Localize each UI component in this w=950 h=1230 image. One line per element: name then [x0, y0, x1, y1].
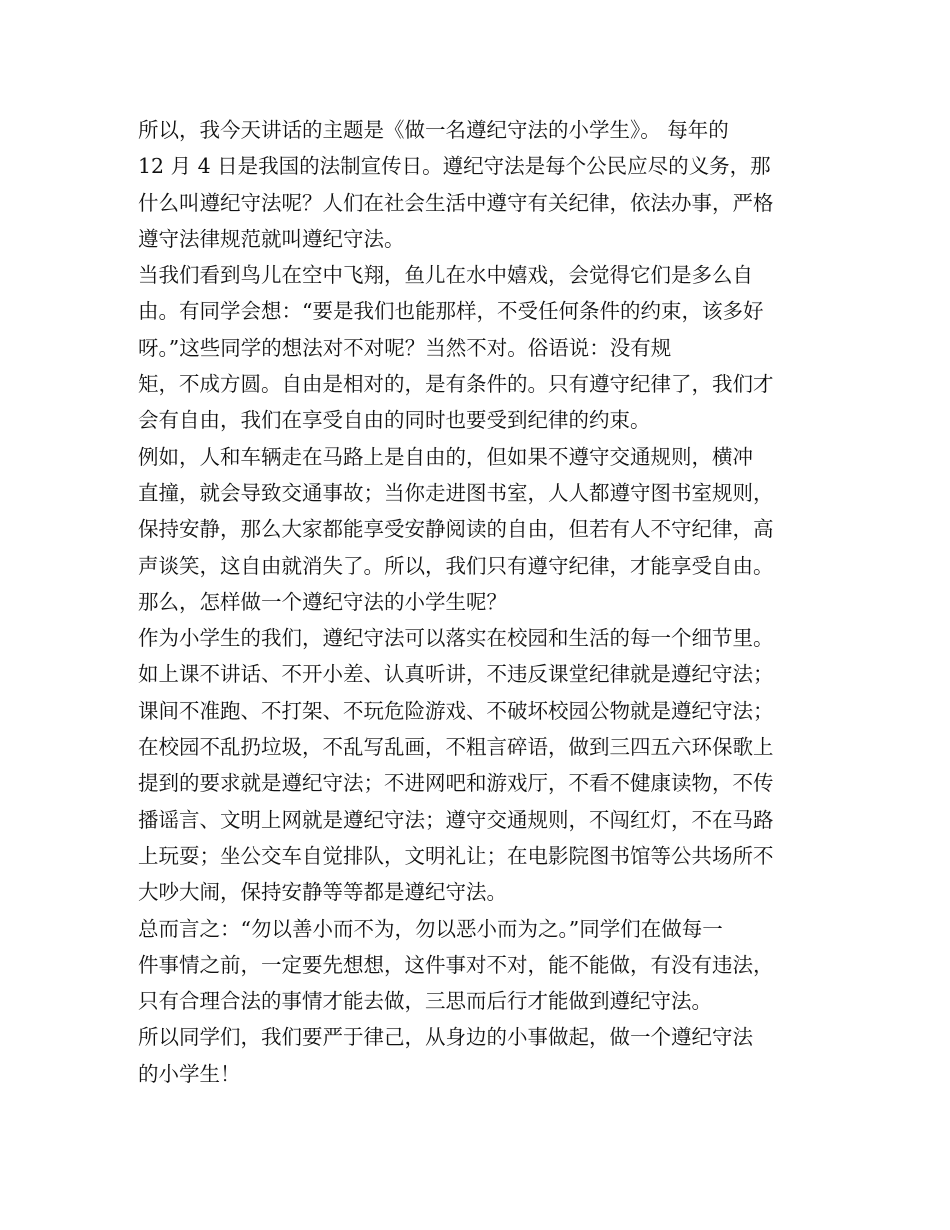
text-line: 那么，怎样做一个遵纪守法的小学生呢？ — [138, 589, 507, 614]
text-line: 12 月 4 日是我国的法制宣传日。遵纪守法是每个公民应尽的义务，那 — [138, 154, 771, 179]
text-line: 总而言之：“勿以善小而不为，勿以恶小而为之。”同学们在做每一 — [138, 916, 723, 941]
text-line: 会有自由，我们在享受自由的同时也要受到纪律的约束。 — [138, 408, 651, 433]
text-line: 只有合理合法的事情才能去做，三思而后行才能做到遵纪守法。 — [138, 989, 712, 1014]
text-line: 声谈笑，这自由就消失了。所以，我们只有遵守纪律，才能享受自由。 — [138, 553, 774, 578]
text-line: 大吵大闹，保持安静等等都是遵纪守法。 — [138, 880, 507, 905]
text-line: 矩，不成方圆。自由是相对的，是有条件的。只有遵守纪律了，我们才 — [138, 372, 774, 397]
text-line: 件事情之前，一定要先想想，这件事对不对，能不能做，有没有违法， — [138, 952, 774, 977]
text-line: 上玩耍；坐公交车自觉排队，文明礼让；在电影院图书馆等公共场所不 — [138, 843, 774, 868]
text-line: 由。有同学会想：“要是我们也能那样，不受任何条件的约束，该多好 — [138, 299, 764, 324]
text-line: 提到的要求就是遵纪守法；不进网吧和游戏厅，不看不健康读物，不传 — [138, 771, 774, 796]
text-line: 什么叫遵纪守法呢？人们在社会生活中遵守有关纪律，依法办事，严格 — [138, 190, 774, 215]
text-line: 遵守法律规范就叫遵纪守法。 — [138, 226, 405, 251]
text-line: 作为小学生的我们，遵纪守法可以落实在校园和生活的每一个细节里。 — [138, 626, 774, 651]
text-line: 呀。”这些同学的想法对不对呢？当然不对。俗语说：没有规 — [138, 335, 672, 360]
text-line: 直撞，就会导致交通事故；当你走进图书室，人人都遵守图书室规则， — [138, 480, 774, 505]
text-line: 如上课不讲话、不开小差、认真听讲，不违反课堂纪律就是遵纪守法； — [138, 662, 774, 687]
text-line: 在校园不乱扔垃圾，不乱写乱画，不粗言碎语，做到三四五六环保歌上 — [138, 735, 774, 760]
text-line: 课间不准跑、不打架、不玩危险游戏、不破坏校园公物就是遵纪守法； — [138, 698, 774, 723]
text-line: 的小学生！ — [138, 1061, 241, 1086]
text-line: 例如，人和车辆走在马路上是自由的，但如果不遵守交通规则，横冲 — [138, 444, 753, 469]
speech-text — [138, 112, 828, 1092]
text-line: 播谣言、文明上网就是遵纪守法；遵守交通规则，不闯红灯，不在马路 — [138, 807, 774, 832]
text-line: 所以同学们，我们要严于律己，从身边的小事做起，做一个遵纪守法 — [138, 1025, 753, 1050]
text-line: 所以，我今天讲话的主题是《做一名遵纪守法的小学生》。 每年的 — [138, 118, 729, 142]
text-line: 保持安静，那么大家都能享受安静阅读的自由，但若有人不守纪律，高 — [138, 517, 774, 542]
text-line: 当我们看到鸟儿在空中飞翔，鱼儿在水中嬉戏，会觉得它们是多么自 — [138, 263, 753, 288]
